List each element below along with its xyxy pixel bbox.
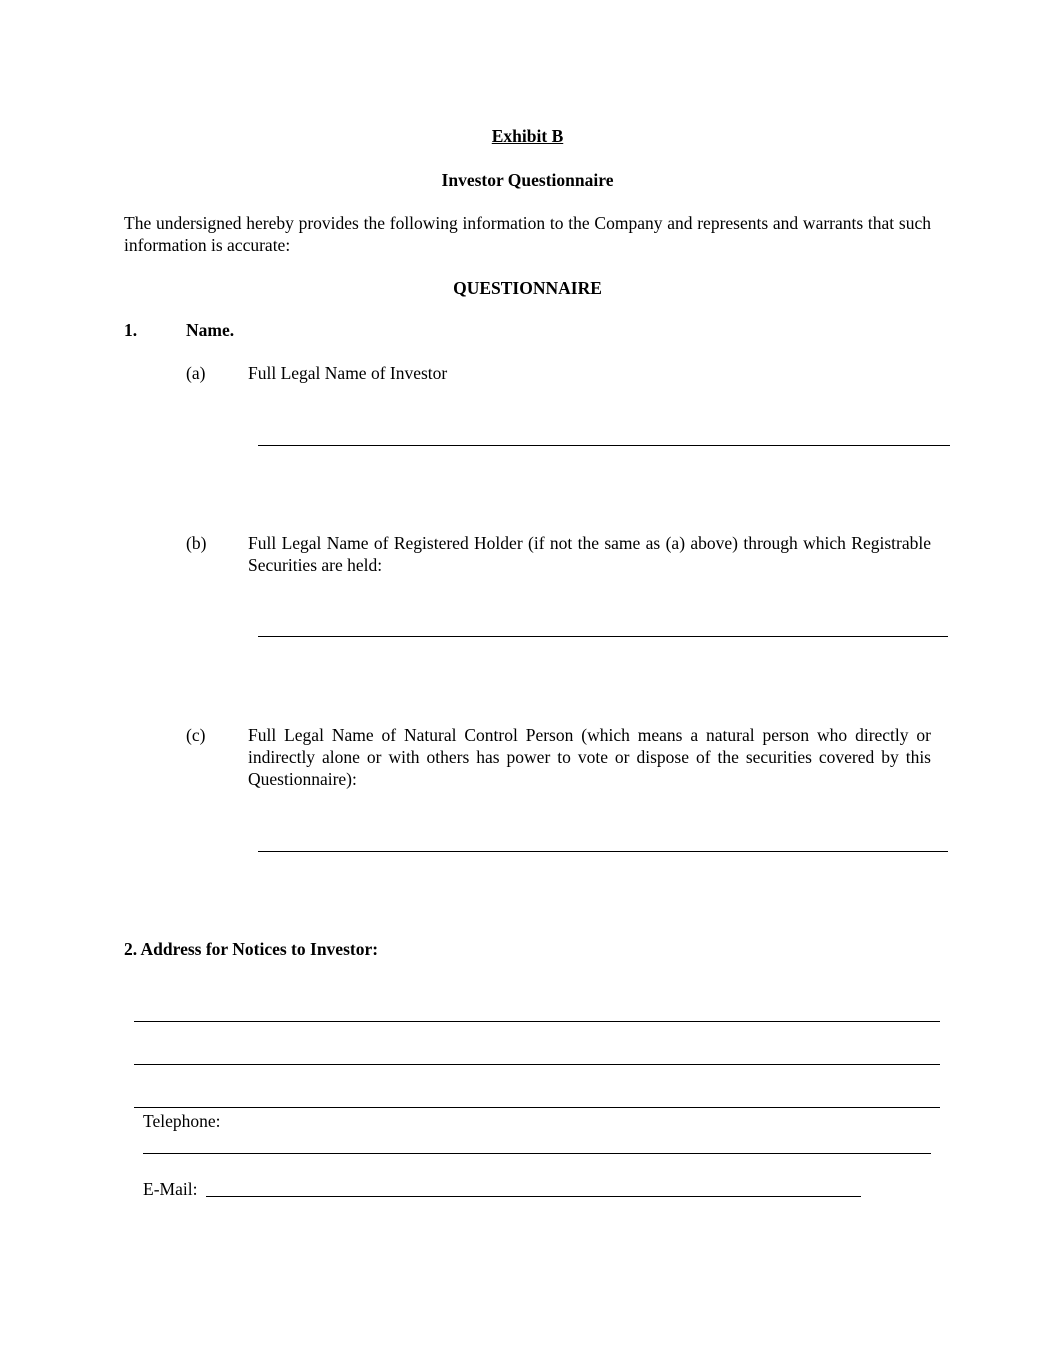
address-line-3-field[interactable]: [134, 1107, 940, 1108]
email-label: E-Mail:: [143, 1179, 198, 1199]
item-a-label: Full Legal Name of Investor: [248, 363, 448, 383]
natural-control-person-field[interactable]: [258, 851, 948, 852]
item-b-marker: (b): [186, 533, 207, 553]
telephone-field[interactable]: [143, 1153, 931, 1154]
address-line-1-field[interactable]: [134, 1021, 940, 1022]
section-2-title: 2. Address for Notices to Investor:: [124, 939, 379, 959]
telephone-label: Telephone:: [143, 1111, 221, 1131]
item-c-marker: (c): [186, 725, 206, 745]
investor-name-field[interactable]: [258, 445, 950, 446]
intro-paragraph: The undersigned hereby provides the following information to the Company and represents and warrants that such information is accurate:: [124, 213, 931, 255]
registered-holder-name-field[interactable]: [258, 636, 948, 637]
item-c-label: Full Legal Name of Natural Control Person (which means a natural person who directly or indirectly alone or with others has power to vote or dispose of the securities covered by this Questionnaire):: [248, 725, 931, 789]
exhibit-title: Exhibit B: [491, 126, 564, 146]
section-1-title: Name.: [186, 320, 235, 340]
address-line-2-field[interactable]: [134, 1064, 940, 1065]
item-a-marker: (a): [186, 363, 206, 383]
document-title: Investor Questionnaire: [441, 170, 614, 190]
questionnaire-heading: QUESTIONNAIRE: [453, 278, 602, 298]
section-1-number: 1.: [124, 320, 138, 340]
item-b-label: Full Legal Name of Registered Holder (if not the same as (a) above) through which Registrable Securities are held:: [248, 533, 931, 575]
email-field[interactable]: [206, 1196, 861, 1197]
